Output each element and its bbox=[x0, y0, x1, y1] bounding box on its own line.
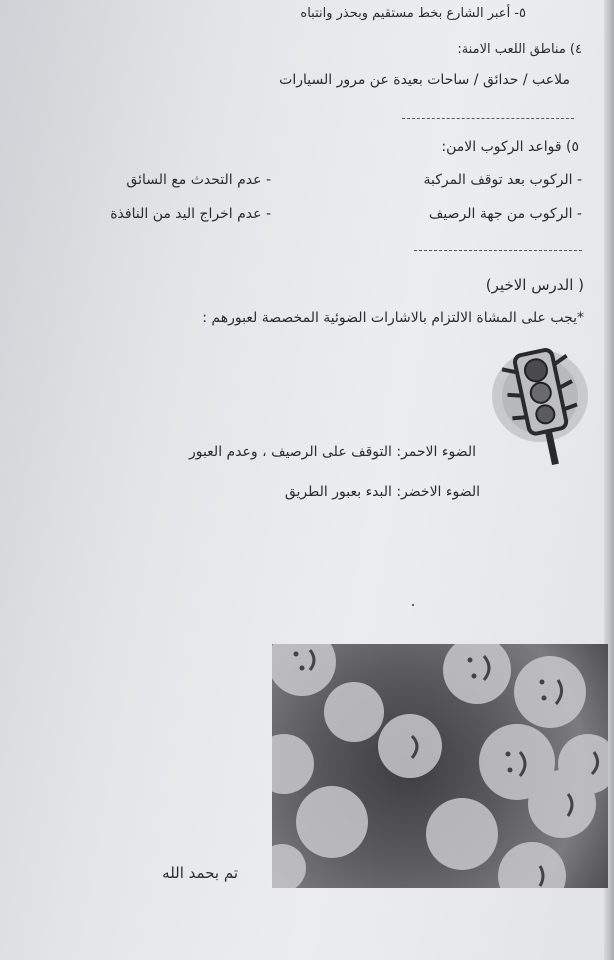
riding-rule-4: - عدم اخراج اليد من النافذة bbox=[110, 206, 271, 222]
answer-line bbox=[414, 250, 582, 251]
speck bbox=[412, 604, 414, 606]
riding-rule-1: - الركوب بعد توقف المركبة bbox=[423, 172, 582, 188]
green-light-line: الضوء الاخضر: البدء بعبور الطريق bbox=[284, 484, 480, 500]
cross-street-item: ٥- أعبر الشارع بخط مستقيم وبحذر وانتباه bbox=[300, 6, 526, 21]
traffic-light-icon bbox=[488, 346, 588, 470]
safe-areas-heading: ٤) مناطق اللعب الامنة: bbox=[457, 42, 582, 57]
riding-rule-2: - عدم التحدث مع السائق bbox=[126, 172, 271, 188]
traffic-lights-intro: *يجب على المشاة الالتزام بالاشارات الضوئية المخصصة لعبورهم : bbox=[202, 310, 584, 326]
riding-rule-3: - الركوب من جهة الرصيف bbox=[428, 206, 582, 222]
closing-text: تم بحمد الله bbox=[162, 864, 238, 882]
smiley-faces-image bbox=[272, 644, 608, 888]
riding-rules-heading: ٥) قواعد الركوب الامن: bbox=[441, 139, 579, 155]
red-light-line: الضوء الاحمر: التوقف على الرصيف ، وعدم العبور bbox=[188, 444, 476, 460]
answer-line bbox=[402, 118, 574, 119]
safe-areas-list: ملاعب / حدائق / ساحات بعيدة عن مرور السيارات bbox=[279, 72, 570, 88]
last-lesson-heading: ( الدرس الاخير) bbox=[485, 276, 584, 294]
